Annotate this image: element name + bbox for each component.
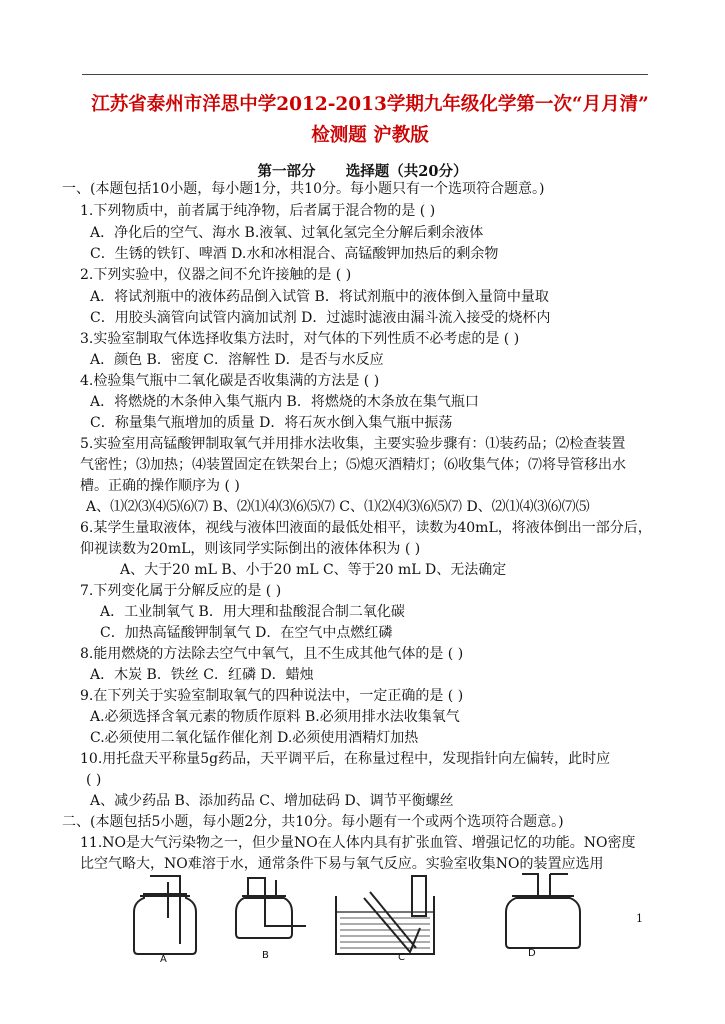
question-4: 4.检验集气瓶中二氧化碳是否收集满的方法是 ( ) (80, 373, 380, 389)
question-4-options-ab: A．将燃烧的木条伸入集气瓶内 B．将燃烧的木条放在集气瓶口 (90, 394, 479, 410)
question-2: 2.下列实验中，仪器之间不允许接触的是 ( ) (80, 267, 352, 283)
apparatus-d-drawing (506, 874, 580, 948)
question-8-options: A．木炭 B．铁丝 C．红磷 D．蜡烛 (90, 667, 314, 683)
page-number: 1 (636, 912, 643, 925)
part-1-instructions: 一、(本题包括10小题，每小题1分，共10分。每小题只有一个选项符合题意。) (62, 181, 545, 197)
part-2-instructions: 二、(本题包括5小题，每小题2分，共10分。每小题有一个或两个选项符合题意。) (62, 814, 564, 830)
question-7-options-cd: C．加热高锰酸钾制氧气 D．在空气中点燃红磷 (100, 625, 393, 641)
question-11-line-2: 比空气略大，NO难溶于水，通常条件下易与氧气反应。实验室收集NO的装置应选用 (80, 856, 604, 872)
apparatus-c-drawing (336, 876, 434, 954)
apparatus-drawings (120, 868, 620, 968)
apparatus-label-b: B (262, 950, 269, 961)
header-rule (82, 74, 648, 75)
question-10-options: A、减少药品 B、添加药品 C、增加砝码 D、调节平衡螺丝 (90, 793, 454, 809)
document-title-line-2: 检测题 沪教版 (311, 125, 429, 146)
question-8: 8.能用燃烧的方法除去空气中氧气，且不生成其他气体的是 ( ) (80, 646, 464, 662)
apparatus-b-drawing (236, 878, 306, 938)
question-6-line-2: 仰视读数为20mL，则该同学实际倒出的液体体积为 ( ) (80, 541, 421, 557)
question-7: 7.下列变化属于分解反应的是 ( ) (80, 583, 282, 599)
question-11-line-1: 11.NO是大气污染物之一，但少量NO在人体内具有扩张血管、增强记忆的功能。NO密度 (80, 835, 636, 851)
question-5-options: A、⑴⑵⑶⑷⑸⑹⑺ B、⑵⑴⑷⑶⑹⑸⑺ C、⑴⑵⑷⑶⑹⑸⑺ D、⑵⑴⑷⑶⑹⑺⑸ (86, 499, 590, 515)
question-1: 1.下列物质中，前者属于纯净物，后者属于混合物的是 ( ) (80, 203, 436, 219)
question-9: 9.在下列关于实验室制取氧气的四种说法中，一定正确的是 ( ) (80, 688, 464, 704)
question-10-line-1: 10.用托盘天平称量5g药品，天平调平后，在称量过程中，发现指针向左偏转，此时应 (80, 751, 611, 767)
question-1-options-cd: C．生锈的铁钉、啤酒 D.水和冰相混合、高锰酸钾加热后的剩余物 (90, 246, 499, 262)
question-6-line-1: 6.某学生量取液体，视线与液体凹液面的最低处相平，读数为40mL，将液体倒出一部分后， (80, 520, 652, 536)
question-10-blank: ( ) (86, 772, 102, 788)
question-9-options-cd: C.必须使用二氧化锰作催化剂 D.必须使用酒精灯加热 (90, 730, 419, 746)
apparatus-label-c: C (398, 952, 405, 963)
question-4-options-cd: C．称量集气瓶增加的质量 D．将石灰水倒入集气瓶中振荡 (90, 415, 453, 431)
question-1-options-ab: A．净化后的空气、海水 B.液氧、过氧化氢完全分解后剩余液体 (90, 225, 484, 241)
question-5-line-3: 槽。正确的操作顺序为 ( ) (80, 478, 240, 494)
question-7-options-ab: A．工业制氧气 B．用大理和盐酸混合制二氧化碳 (100, 604, 405, 620)
question-3: 3.实验室制取气体选择收集方法时，对气体的下列性质不必考虑的是 ( ) (80, 331, 520, 347)
question-6-options: A、大于20 mL B、小于20 mL C、等于20 mL D、无法确定 (120, 562, 507, 578)
question-5-line-2: 气密性；⑶加热；⑷装置固定在铁架台上；⑸熄灭酒精灯；⑹收集气体；⑺将导管移出水 (80, 457, 626, 473)
document-title-line-1: 江苏省泰州市洋思中学2012-2013学期九年级化学第一次“月月清” (91, 94, 649, 115)
section-heading: 第一部分 选择题（共20分） (257, 163, 468, 180)
apparatus-label-a: A (160, 954, 167, 965)
apparatus-label-d: D (528, 948, 536, 959)
question-2-options-cd: C．用胶头滴管向试管内滴加试剂 D．过滤时滤液由漏斗流入接受的烧杯内 (90, 310, 551, 326)
question-5-line-1: 5.实验室用高锰酸钾制取氧气并用排水法收集，主要实验步骤有：⑴装药品；⑵检查装置 (80, 436, 626, 452)
apparatus-a-drawing (134, 876, 196, 954)
question-3-options: A．颜色 B．密度 C．溶解性 D．是否与水反应 (90, 352, 384, 368)
question-9-options-ab: A.必须选择含氧元素的物质作原料 B.必须用排水法收集氧气 (90, 709, 460, 725)
gas-collection-apparatus-figure (120, 868, 620, 972)
question-2-options-ab: A．将试剂瓶中的液体药品倒入试管 B．将试剂瓶中的液体倒入量筒中量取 (90, 289, 549, 305)
